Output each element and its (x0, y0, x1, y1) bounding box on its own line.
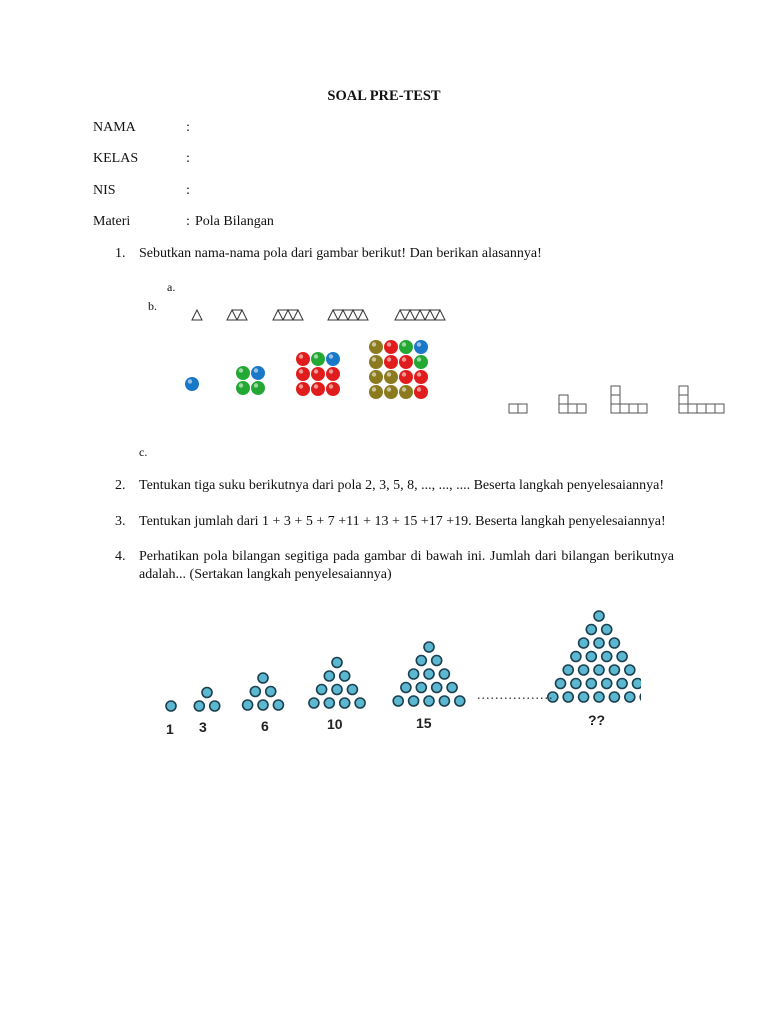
dot (617, 679, 627, 689)
dot (317, 685, 327, 695)
dot (586, 625, 596, 635)
dot (640, 692, 650, 702)
dot (609, 665, 619, 675)
triangular-label-1: 1 (166, 721, 174, 737)
sub-label-a: a. (167, 280, 176, 294)
dot (258, 673, 268, 683)
dot (602, 625, 612, 635)
dot (439, 696, 449, 706)
dot (439, 669, 449, 679)
unknown-term-label: ?? (588, 712, 606, 728)
dot (210, 701, 220, 711)
dot (586, 679, 596, 689)
question-1-text: Sebutkan nama-nama pola dari gambar berikut! Dan berikan alasannya! (139, 246, 542, 261)
dot (432, 683, 442, 693)
topic-value: Pola Bilangan (195, 214, 274, 229)
dot (324, 671, 334, 681)
dot (324, 698, 334, 708)
dot (579, 692, 589, 702)
continuation-leader: ................. (477, 688, 554, 703)
dot (340, 698, 350, 708)
triangular-label-3: 6 (261, 718, 269, 734)
dot (416, 656, 426, 666)
triangular-figure-2 (194, 688, 219, 712)
dot (393, 696, 403, 706)
dot (586, 652, 596, 662)
dot (571, 652, 581, 662)
dot (424, 642, 434, 652)
dot (250, 687, 260, 697)
dot (594, 665, 604, 675)
dot (447, 683, 457, 693)
dot (202, 688, 212, 698)
dot (340, 671, 350, 681)
dot (432, 656, 442, 666)
triangular-figure-5 (393, 642, 465, 706)
sub-label-b: b. (148, 299, 157, 313)
question-2-number: 2. (115, 478, 126, 493)
dot (563, 665, 573, 675)
page-title: SOAL PRE-TEST (327, 88, 441, 104)
dot (273, 700, 283, 710)
question-2-text: Tentukan tiga suku berikutnya dari pola 2, 3, 5, 8, ..., ..., .... Beserta langkah penyelesaiannya! (139, 478, 665, 493)
dot (332, 658, 342, 668)
dot (243, 700, 253, 710)
question-3-text: Tentukan jumlah dari 1 + 3 + 5 + 7 +11 + 13 + 15 +17 +19. Beserta langkah penyelesaiannya! (139, 514, 666, 529)
dot (332, 685, 342, 695)
class-label: KELAS (93, 151, 139, 166)
dot (579, 638, 589, 648)
dot (309, 698, 319, 708)
dot (625, 665, 635, 675)
topic-label: Materi (93, 214, 131, 229)
topic-separator: : (186, 214, 190, 229)
dot (409, 696, 419, 706)
dot (355, 698, 365, 708)
dot (401, 683, 411, 693)
dot (563, 692, 573, 702)
question-4-text: Perhatikan pola bilangan segitiga pada gambar di bawah ini. Jumlah dari bilangan berikutnya adalah... (Sertakan langkah penyelesaiannya) (139, 549, 674, 582)
dot (617, 652, 627, 662)
triangular-figure-4 (309, 658, 365, 709)
dot (625, 692, 635, 702)
dot (416, 683, 426, 693)
triangular-label-2: 3 (199, 719, 207, 735)
sub-label-c: c. (139, 445, 148, 459)
triangular-figure-1 (166, 701, 176, 711)
nis-label: NIS (93, 183, 116, 198)
name-label: NAMA (93, 120, 136, 135)
triangular-label-5: 15 (416, 715, 432, 731)
dot (424, 696, 434, 706)
dot (602, 652, 612, 662)
dot (258, 700, 268, 710)
dot (594, 611, 604, 621)
dot (194, 701, 204, 711)
dot (556, 679, 566, 689)
dot (579, 665, 589, 675)
nis-separator: : (186, 183, 190, 198)
dot (571, 679, 581, 689)
question-4-number: 4. (115, 549, 126, 564)
dot (609, 692, 619, 702)
triangular-figure-6 (548, 611, 650, 702)
question-1-number: 1. (115, 246, 126, 261)
dot (424, 669, 434, 679)
class-separator: : (186, 151, 190, 166)
dot (602, 679, 612, 689)
name-separator: : (186, 120, 190, 135)
dot (166, 701, 176, 711)
dot (594, 638, 604, 648)
dot (455, 696, 465, 706)
dot (347, 685, 357, 695)
dot (266, 687, 276, 697)
triangular-figure-3 (243, 673, 284, 710)
question-3-number: 3. (115, 514, 126, 529)
dot (409, 669, 419, 679)
dot (633, 679, 643, 689)
dot (609, 638, 619, 648)
triangular-label-4: 10 (327, 716, 343, 732)
dot (594, 692, 604, 702)
